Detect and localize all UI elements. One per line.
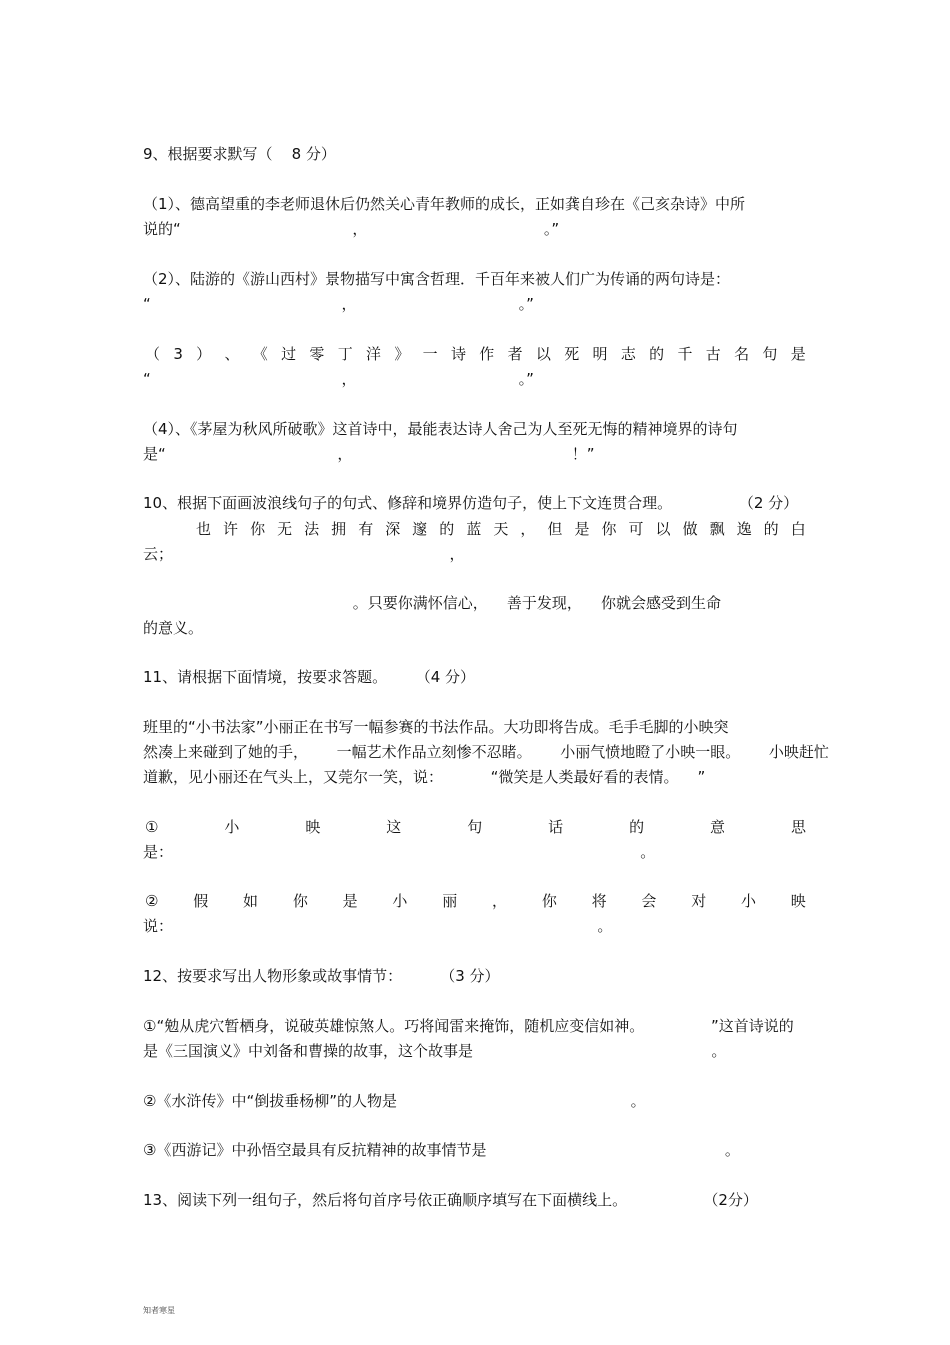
q9-p4-line1: （4）、《茅屋为秋风所破歌》这首诗中，最能表达诗人舍己为人至死无悔的精神境界的诗句 — [143, 420, 738, 438]
q10-line3: 。只要你满怀信心， 善于发现， 你就会感受到生命 — [143, 594, 721, 612]
q10-line2: 云； ， — [143, 545, 465, 563]
q11-answer2-line2: 说： 。 — [143, 917, 613, 935]
q11-scenario-line3: 道歉，见小丽还在气头上，又莞尔一笑，说： “微笑是人类最好看的表情。 ” — [143, 768, 706, 786]
q12-item2: ②《水浒传》中“倒拔垂杨柳”的人物是 。 — [143, 1092, 646, 1110]
q11-scenario-line1: 班里的“小书法家”小丽正在书写一幅参赛的书法作品。大功即将告成。毛手毛脚的小映突 — [143, 718, 729, 736]
q9-p3-line1: （ 3 ） 、 《 过 零 丁 洋 》 一 诗 作 者 以 死 明 志 的 千 古 名 句 是 — [145, 345, 806, 363]
q12-title: 12、按要求写出人物形象或故事情节： （3 分） — [143, 967, 500, 985]
q9-p3-line2: “ ， 。” — [143, 370, 534, 388]
q9-p4-line2: 是“ ， ！” — [143, 445, 595, 463]
q11-answer2-line1: ② 假 如 你 是 小 丽 ， 你 将 会 对 小 映 — [145, 892, 806, 910]
q12-item1-line1: ①“勉从虎穴暂栖身，说破英雄惊煞人。巧将闻雷来掩饰，随机应变信如神。 ”这首诗说的 — [143, 1017, 794, 1035]
q11-answer1-line2: 是： 。 — [143, 843, 656, 861]
q9-p2-line2: “ ， 。” — [143, 295, 534, 313]
q10-line4: 的意义。 — [143, 619, 204, 637]
q11-answer1-line1: ① 小 映 这 句 话 的 意 思 — [145, 818, 806, 836]
q12-item1-line2: 是《三国演义》中刘备和曹操的故事，这个故事是 。 — [143, 1042, 727, 1060]
q11-scenario-line2: 然凑上来碰到了她的手， 一幅艺术作品立刻惨不忍睹。 小丽气愤地瞪了小映一眼。 小映赶忙 — [143, 743, 829, 761]
q11-title: 11、请根据下面情境，按要求答题。 （4 分） — [143, 668, 476, 686]
q10-title: 10、根据下面画波浪线句子的句式、修辞和境界仿造句子，使上下文连贯合理。 （2 分） — [143, 494, 799, 512]
q9-p1-line2: 说的“ ， 。” — [143, 220, 560, 238]
q9-p1-line1: （1）、德高望重的李老师退休后仍然关心青年教师的成长，正如龚自珍在《己亥杂诗》中所 — [143, 195, 746, 213]
q10-line1: 也 许 你 无 法 拥 有 深 邃 的 蓝 天 ， 但 是 你 可 以 做 飘 逸 的 白 — [196, 520, 806, 538]
q13-title: 13、阅读下列一组句子，然后将句首序号依正确顺序填写在下面横线上。 （2分） — [143, 1191, 758, 1209]
q12-item3: ③《西游记》中孙悟空最具有反抗精神的故事情节是 。 — [143, 1141, 740, 1159]
q9-title: 9、根据要求默写（ 8 分） — [143, 145, 336, 163]
page-footer: 知者寒星 — [143, 1306, 175, 1315]
q9-p2-line1: （2）、陆游的《游山西村》景物描写中寓含哲理．千百年来被人们广为传诵的两句诗是： — [143, 270, 731, 288]
